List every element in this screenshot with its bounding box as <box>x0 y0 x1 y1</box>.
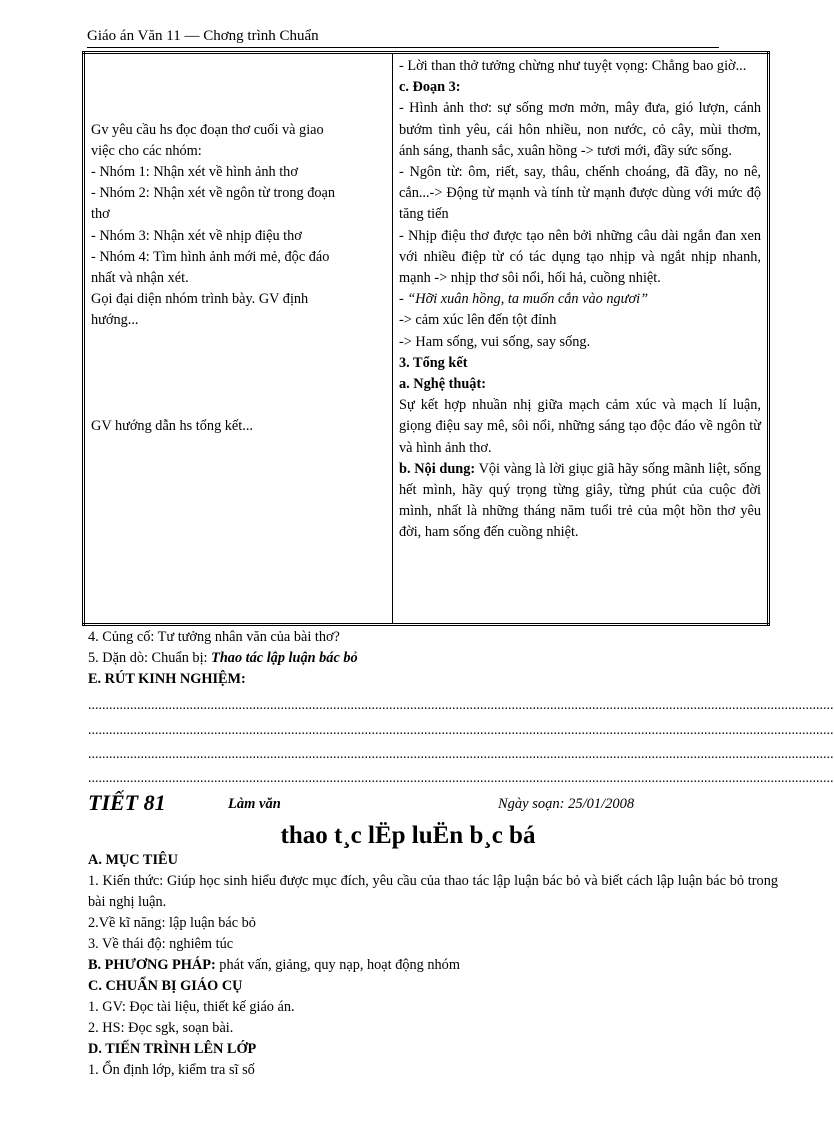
ki-nang-text: 2.Về kĩ năng: lập luận bác bỏ <box>88 915 256 931</box>
dotted-line: ..................................................................................................................................................................................................................... <box>88 771 834 786</box>
chuan-bi-heading: C. CHUẨN BỊ GIÁO CỤ <box>88 978 243 994</box>
dotted-line: ..................................................................................................................................................................................................................... <box>88 698 834 713</box>
content-paragraph: - Nhịp điệu thơ được tạo nên bởi những câu dài ngắn đan xen với nhiều điệp từ có tác dụng tạo nhịp và ngắt nhịp nhanh, mạnh -> nhịp thơ sôi nổi, hối hả, cuồng nhiệt. <box>399 227 761 287</box>
teacher-activity-cell <box>84 53 393 625</box>
page-header: Giáo án Văn 11 — Chơng trình Chuẩn <box>87 26 719 48</box>
content-paragraph: - Hình ảnh thơ: sự sống mơn mởn, mây đưa, gió lượn, cánh bướm tình yêu, cái hôn nhiều, non nước, cỏ cây, mùi thơm, ánh sáng, thanh sắc, xuân hồng -> tươi mới, đầy sức sống. <box>399 100 761 159</box>
poem-quote: “Hỡi xuân hồng, ta muốn cắn vào ngươi” <box>407 291 649 308</box>
left-line: nhất và nhận xét. <box>91 269 189 286</box>
content-paragraph: Sự kết hợp nhuần nhị giữa mạch cảm xúc và mạch lí luận, giọng điệu say mê, sôi nổi, những sáng tạo độc đáo về ngôn từ và hình ảnh thơ. <box>399 397 761 456</box>
quote-prefix: - <box>399 291 408 308</box>
phuong-phap-text: phát vấn, giảng, quy nạp, hoạt động nhóm <box>215 957 460 973</box>
on-dinh-text: 1. Ổn định lớp, kiểm tra sĩ số <box>88 1062 255 1078</box>
prep-date: Ngày soạn: 25/01/2008 <box>498 796 635 812</box>
thai-do-text: 3. Về thái độ: nghiêm túc <box>88 936 234 952</box>
content-paragraph <box>399 459 761 544</box>
lesson-title: thao t¸c lËp luËn b¸c bá <box>280 822 536 849</box>
left-line: Gv yêu cầu hs đọc đoạn thơ cuối và giao <box>91 121 324 138</box>
rut-kinh-nghiem-heading: E. RÚT KINH NGHIỆM: <box>88 671 246 687</box>
table-row <box>84 53 769 625</box>
left-line: - Nhóm 4: Tìm hình ảnh mới mẻ, độc đáo <box>91 248 330 265</box>
left-line: việc cho các nhóm: <box>91 142 202 159</box>
content-paragraph: - Lời than thở tưởng chừng như tuyệt vọng: Chẳng bao giờ... <box>399 58 747 74</box>
phuong-phap-label: B. PHƯƠNG PHÁP: <box>88 957 216 973</box>
left-line: - Nhóm 1: Nhận xét về hình ảnh thơ <box>91 163 298 180</box>
content-paragraph: - Ngôn từ: ôm, riết, say, thâu, chếnh choáng, đã đầy, no nê, cắn...-> Động từ mạnh và tính từ mạnh được dùng với mức độ tăng tiến <box>399 164 761 223</box>
left-line: hướng... <box>91 312 139 329</box>
kien-thuc-text: 1. Kiến thức: Giúp học sinh hiểu được mục đích, yêu cầu của thao tác lập luận bác bỏ và biết cách lập luận bác bỏ trong bài nghị luận. <box>88 873 778 910</box>
cung-co-line: 4. Củng cố: Tư tưởng nhân văn của bài thơ? <box>88 629 340 645</box>
tien-trinh-heading: D. TIẾN TRÌNH LÊN LỚP <box>88 1041 257 1057</box>
muc-tieu-heading: A. MỤC TIÊU <box>88 852 178 868</box>
content-paragraph: -> cảm xúc lên đến tột đỉnh <box>399 312 557 329</box>
content-paragraph: -> Ham sống, vui sống, say sống. <box>399 333 591 350</box>
left-line: thơ <box>91 206 110 223</box>
lesson-table <box>82 51 770 626</box>
dan-do-topic: Thao tác lập luận bác bỏ <box>211 650 358 666</box>
inline-text: Vội vàng là lời giục giã hãy sống mãnh liệt, sống hết mình, hãy quý trọng từng giây, từng phút của cuộc đời mình, nhất là những tháng năm tuổi trẻ của một hồn thơ yêu đời, ham sống đến cuồng nhiệt. <box>399 460 761 541</box>
content-cell <box>393 53 769 625</box>
phuong-phap-line <box>88 955 778 976</box>
section-heading: c. Đoạn 3: <box>399 79 461 96</box>
section-heading: 3. Tổng kết <box>399 354 468 371</box>
section-heading: a. Nghệ thuật: <box>399 376 486 393</box>
dotted-line: ..................................................................................................................................................................................................................... <box>88 747 834 762</box>
subject-label: Làm văn <box>228 796 281 812</box>
dan-do-line <box>88 648 358 668</box>
left-line: - Nhóm 3: Nhận xét về nhịp điệu thơ <box>91 227 302 244</box>
inline-heading: b. Nội dung: <box>399 460 476 477</box>
dan-do-prefix: 5. Dặn dò: Chuẩn bị: <box>88 650 212 666</box>
left-summary-line: GV hướng dẫn hs tổng kết... <box>91 418 253 435</box>
lesson-number: TIẾT 81 <box>88 790 166 815</box>
dotted-line: ..................................................................................................................................................................................................................... <box>88 723 834 738</box>
gv-prep-text: 1. GV: Đọc tài liệu, thiết kế giáo án. <box>88 999 295 1015</box>
left-line: Gọi đại diện nhóm trình bày. GV định <box>91 291 309 308</box>
left-line: - Nhóm 2: Nhận xét về ngôn từ trong đoạn <box>91 185 336 202</box>
quote-line <box>399 289 761 310</box>
hs-prep-text: 2. HS: Đọc sgk, soạn bài. <box>88 1020 234 1036</box>
